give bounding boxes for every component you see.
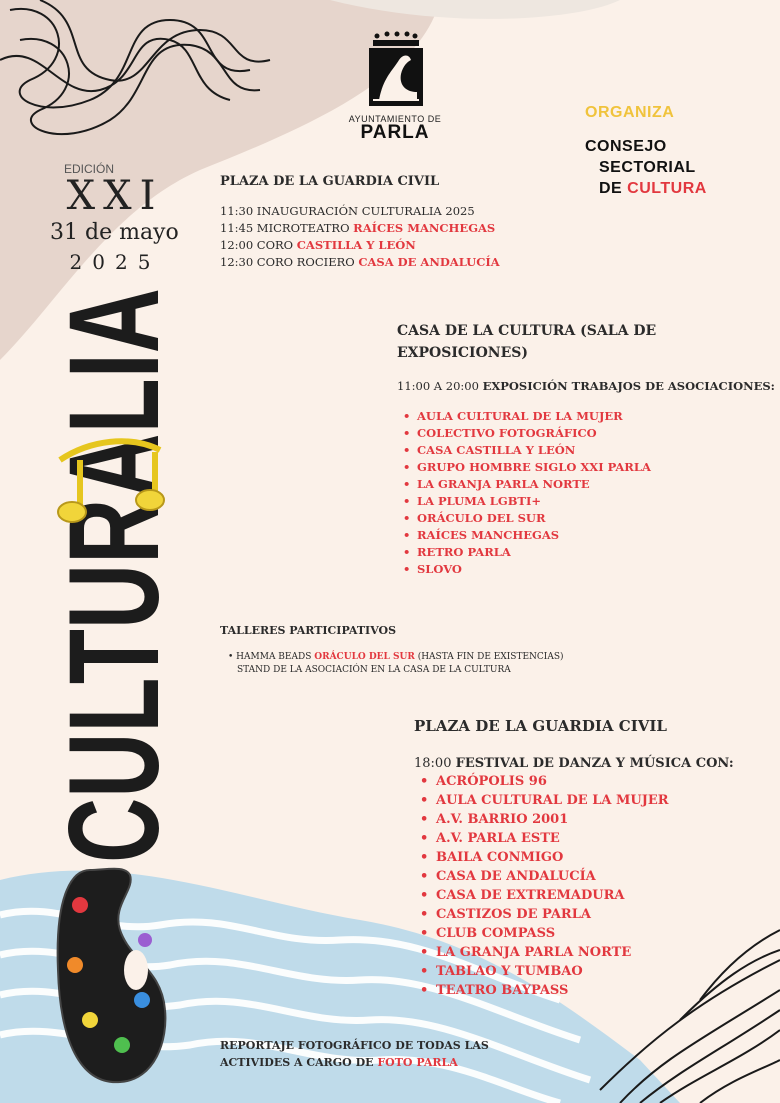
schedule-item-accent: CASTILLA Y LEÓN — [296, 238, 416, 252]
section-plaza-evening-title: PLAZA DE LA GUARDIA CIVIL — [414, 717, 667, 735]
list-item: • SLOVO — [403, 561, 775, 578]
exhibition-desc: EXPOSICIÓN TRABAJOS DE ASOCIACIONES: — [482, 379, 775, 393]
schedule-item-text: 12:30 CORO ROCIERO — [220, 255, 359, 269]
schedule-item — [220, 203, 500, 220]
list-item: • LA GRANJA PARLA NORTE — [420, 943, 734, 962]
festival-description — [414, 755, 734, 772]
list-item: • LA PLUMA LGBTI+ — [403, 493, 775, 510]
list-item: • CASTIZOS DE PARLA — [420, 905, 734, 924]
section-plaza-morning-title: PLAZA DE LA GUARDIA CIVIL — [220, 174, 440, 189]
list-item: • CASA CASTILLA Y LEÓN — [403, 442, 775, 459]
section-plaza-morning — [220, 174, 500, 271]
list-item: • ORÁCULO DEL SUR — [403, 510, 775, 527]
list-item: • A.V. PARLA ESTE — [420, 829, 734, 848]
schedule-item-text: 11:45 MICROTEATRO — [220, 221, 354, 235]
photo-credit-prefix: ACTIVIDES A CARGO DE — [220, 1056, 378, 1069]
list-item: • A.V. BARRIO 2001 — [420, 810, 734, 829]
photo-credit — [220, 1037, 489, 1071]
edition-year: 2025 — [69, 250, 161, 274]
list-item: • RETRO PARLA — [403, 544, 775, 561]
organizer-label: ORGANIZA — [585, 104, 675, 121]
festival-desc: FESTIVAL DE DANZA Y MÚSICA CON: — [455, 756, 734, 771]
workshop-item-accent: ORÁCULO DEL SUR — [314, 652, 415, 662]
workshop-item-prefix: HAMMA BEADS — [236, 652, 315, 662]
photo-credit-accent: FOTO PARLA — [377, 1056, 458, 1069]
schedule-item-text: 12:00 CORO — [220, 238, 297, 252]
schedule-item-accent: CASA DE ANDALUCÍA — [358, 255, 500, 269]
section-talleres-title: TALLERES PARTICIPATIVOS — [220, 624, 397, 637]
list-item: • AULA CULTURAL DE LA MUJER — [403, 408, 775, 425]
section-plaza-evening — [414, 717, 734, 1000]
organizer-line-2: SECTORIAL — [599, 159, 696, 176]
organizer-line-3-accent: CULTURA — [627, 180, 707, 197]
list-item: • COLECTIVO FOTOGRÁFICO — [403, 425, 775, 442]
municipality-name: PARLA — [360, 122, 430, 143]
festival-time: 18:00 — [414, 756, 456, 771]
organizer-block — [585, 104, 765, 199]
schedule-item — [220, 254, 500, 271]
list-item: • CLUB COMPASS — [420, 924, 734, 943]
list-item: • TABLAO Y TUMBAO — [420, 962, 734, 981]
workshop-item-line-2: STAND DE LA ASOCIACIÓN EN LA CASA DE LA CULTURA — [237, 665, 511, 675]
section-casa-cultura-title-2: EXPOSICIONES) — [397, 345, 529, 361]
photo-credit-line-1: REPORTAJE FOTOGRÁFICO DE TODAS LAS — [220, 1039, 489, 1052]
schedule-item — [220, 237, 500, 254]
schedule-item-text: 11:30 INAUGURACIÓN CULTURALIA 2025 — [220, 204, 475, 218]
paint-palette-icon — [50, 860, 170, 1090]
list-item: • AULA CULTURAL DE LA MUJER — [420, 791, 734, 810]
organizer-line-3-prefix: DE — [599, 180, 628, 197]
exhibition-time: 11:00 A 20:00 — [397, 379, 483, 393]
workshop-item-suffix: (HASTA FIN DE EXISTENCIAS) — [414, 652, 564, 662]
section-talleres — [220, 624, 564, 677]
municipality-logo — [345, 30, 445, 142]
list-item: • CASA DE EXTREMADURA — [420, 886, 734, 905]
list-item: • CASA DE ANDALUCÍA — [420, 867, 734, 886]
list-item: • BAILA CONMIGO — [420, 848, 734, 867]
list-item: • LA GRANJA PARLA NORTE — [403, 476, 775, 493]
workshop-item: • HAMMA BEADS ORÁCULO DEL SUR (HASTA FIN DE EXISTENCIAS) — [228, 652, 564, 662]
festival-participants-list — [414, 772, 734, 1000]
organizer-line-1: CONSEJO — [585, 138, 667, 155]
list-item: • GRUPO HOMBRE SIGLO XXI PARLA — [403, 459, 775, 476]
list-item: • ACRÓPOLIS 96 — [420, 772, 734, 791]
edition-label: EDICIÓN — [64, 162, 115, 176]
crest-icon — [365, 30, 425, 108]
list-item: • TEATRO BAYPASS — [420, 981, 734, 1000]
photo-credit-line-2 — [220, 1054, 489, 1071]
exhibitors-list — [397, 408, 775, 578]
section-casa-cultura-title-1: CASA DE LA CULTURA (SALA DE — [397, 323, 657, 339]
list-item: • RAÍCES MANCHEGAS — [403, 527, 775, 544]
exhibition-description — [397, 378, 775, 395]
schedule-item — [220, 220, 500, 237]
culturalia-title-text: CULTUR — [58, 346, 170, 863]
schedule-item-accent: RAÍCES MANCHEGAS — [353, 221, 496, 235]
music-note-icon — [50, 430, 180, 530]
organizer-line-3 — [585, 178, 765, 199]
edition-date: 31 de mayo — [50, 220, 179, 245]
culturalia-vertical-title — [58, 288, 170, 863]
edition-block — [50, 162, 179, 274]
section-casa-cultura — [397, 320, 775, 578]
municipality-small-text: AYUNTAMIENTO DE — [348, 114, 442, 124]
edition-number: XXI — [66, 173, 164, 219]
culturalia-title-graphic — [58, 288, 170, 863]
